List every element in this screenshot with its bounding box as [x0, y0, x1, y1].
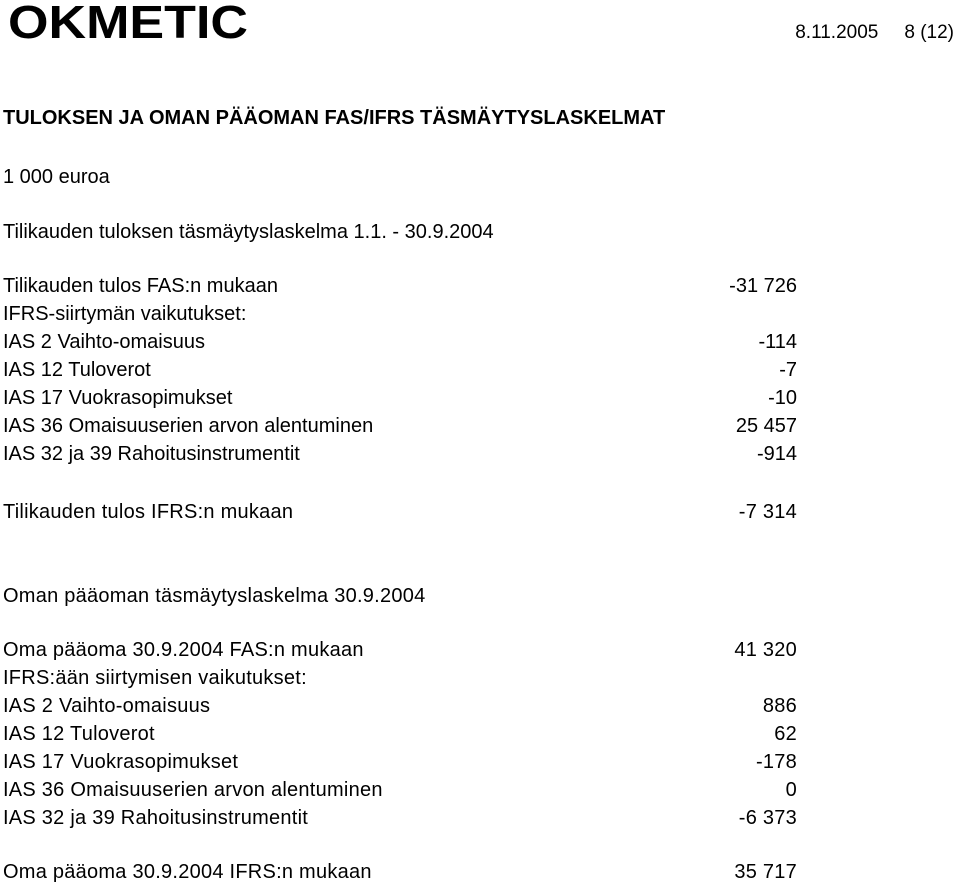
table-row: [3, 440, 797, 468]
table-row: [3, 636, 797, 664]
table-row: [3, 328, 797, 356]
table-row: [3, 384, 797, 412]
table-row: [3, 272, 797, 300]
row-label: Tilikauden tulos FAS:n mukaan: [3, 275, 278, 297]
table-row: [3, 720, 797, 748]
row-label: Oma pääoma 30.9.2004 IFRS:n mukaan: [3, 861, 372, 883]
table-row: [3, 692, 797, 720]
total-row: [3, 498, 797, 526]
document-header-meta: [795, 22, 954, 44]
row-label: Oma pääoma 30.9.2004 FAS:n mukaan: [3, 639, 364, 661]
row-value: -914: [756, 443, 797, 465]
okmetic-logo-graphic: [8, 0, 252, 44]
equity-reconciliation-total: [3, 858, 797, 886]
table-row: [3, 776, 797, 804]
svg-text:OKMETIC: OKMETIC: [8, 0, 248, 44]
row-value: 25 457: [735, 415, 797, 437]
row-label: IFRS-siirtymän vaikutukset:: [3, 303, 247, 325]
row-value: 886: [762, 695, 797, 717]
row-value: -7: [779, 359, 797, 381]
row-label: IAS 32 ja 39 Rahoitusinstrumentit: [3, 443, 300, 465]
table-row: [3, 412, 797, 440]
company-logo: [8, 0, 252, 44]
page-number: 8 (12): [904, 22, 954, 43]
row-label: IAS 36 Omaisuuserien arvon alentuminen: [3, 779, 383, 801]
equity-reconciliation-heading: Oman pääoman täsmäytyslaskelma 30.9.2004: [3, 585, 426, 607]
table-row: [3, 748, 797, 776]
table-row: [3, 664, 797, 692]
row-label: IAS 17 Vuokrasopimukset: [3, 751, 239, 773]
row-label: IAS 12 Tuloverot: [3, 359, 151, 381]
row-value: 0: [785, 779, 797, 801]
row-value: -31 726: [729, 275, 797, 297]
row-label: IAS 36 Omaisuuserien arvon alentuminen: [3, 415, 374, 437]
row-value: 35 717: [734, 861, 797, 883]
total-row: [3, 858, 797, 886]
row-label: IAS 2 Vaihto-omaisuus: [3, 331, 205, 353]
document-date: 8.11.2005: [795, 22, 879, 43]
income-reconciliation-total: [3, 498, 797, 526]
income-reconciliation-rows: [3, 272, 797, 468]
row-value: -7 314: [738, 501, 797, 523]
row-value: 41 320: [734, 639, 797, 661]
table-row: [3, 300, 797, 328]
document-title: TULOKSEN JA OMAN PÄÄOMAN FAS/IFRS TÄSMÄYTYSLASKELMAT: [3, 107, 666, 129]
table-row: [3, 804, 797, 832]
equity-reconciliation-rows: [3, 636, 797, 832]
table-row: [3, 356, 797, 384]
row-value: -10: [768, 387, 797, 409]
row-label: IAS 12 Tuloverot: [3, 723, 155, 745]
row-value: -114: [758, 331, 797, 353]
row-label: Tilikauden tulos IFRS:n mukaan: [3, 501, 294, 523]
row-label: IAS 2 Vaihto-omaisuus: [3, 695, 211, 717]
row-label: IAS 17 Vuokrasopimukset: [3, 387, 233, 409]
row-value: -6 373: [738, 807, 797, 829]
row-label: IFRS:ään siirtymisen vaikutukset:: [3, 667, 307, 689]
row-value: 62: [774, 723, 797, 745]
currency-unit: 1 000 euroa: [3, 166, 110, 188]
income-reconciliation-heading: Tilikauden tuloksen täsmäytyslaskelma 1.1. - 30.9.2004: [3, 221, 494, 243]
row-value: -178: [755, 751, 797, 773]
row-label: IAS 32 ja 39 Rahoitusinstrumentit: [3, 807, 309, 829]
